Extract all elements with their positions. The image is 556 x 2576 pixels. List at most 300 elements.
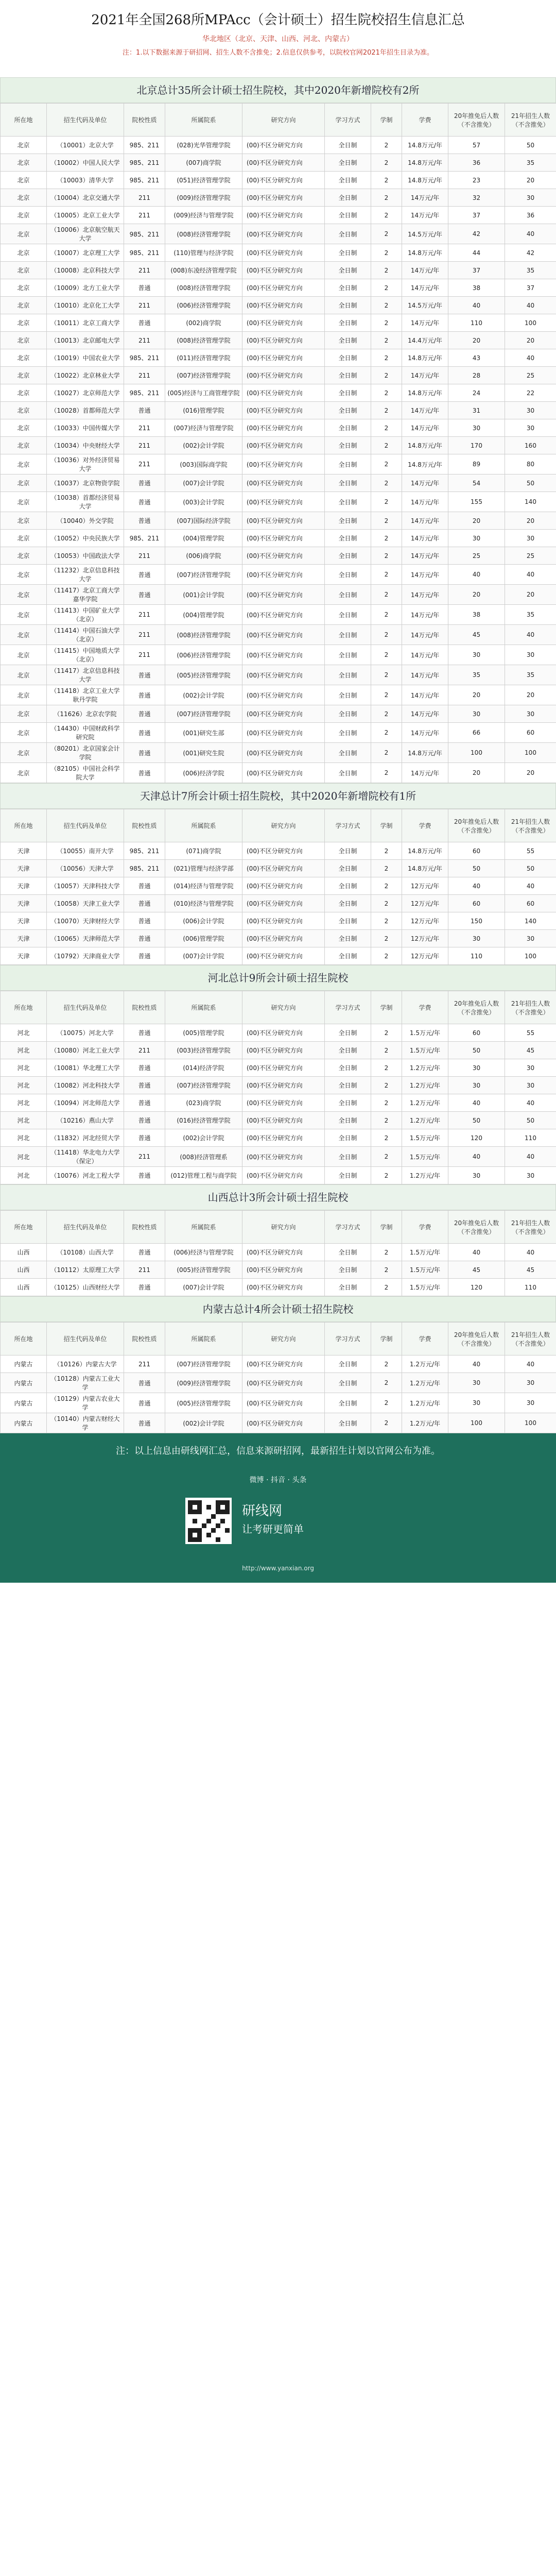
table-row	[1, 437, 556, 454]
section-header: 内蒙古总计4所会计硕士招生院校	[0, 1296, 556, 1322]
cell-type: 211	[124, 367, 165, 384]
cell-fee: 14万元/年	[402, 474, 448, 492]
cell-y20: 30	[448, 1077, 505, 1094]
cell-unit: （10002）中国人民大学	[47, 154, 124, 172]
cell-y21: 30	[505, 419, 556, 437]
cell-fee: 1.2万元/年	[402, 1112, 448, 1129]
cell-loc: 北京	[1, 367, 47, 384]
cell-y20: 37	[448, 207, 505, 224]
column-header: 所在地	[1, 991, 47, 1024]
cell-dir: (00)不区分研究方向	[242, 262, 325, 279]
cell-dept: (006)管理学院	[165, 930, 242, 947]
column-header: 学费	[402, 1211, 448, 1244]
cell-mode: 全日制	[325, 262, 371, 279]
cell-fee: 14万元/年	[402, 512, 448, 530]
cell-loc: 天津	[1, 930, 47, 947]
cell-type: 211	[124, 1261, 165, 1279]
cell-loc: 河北	[1, 1077, 47, 1094]
cell-unit: （11413）中国矿业大学（北京）	[47, 605, 124, 625]
cell-dept: (006)经济管理学院	[165, 297, 242, 314]
cell-fee: 12万元/年	[402, 912, 448, 930]
cell-type: 普通	[124, 930, 165, 947]
cell-loc: 北京	[1, 349, 47, 367]
qr-cell	[197, 1500, 202, 1505]
cell-y20: 155	[448, 492, 505, 512]
cell-loc: 北京	[1, 547, 47, 565]
column-header: 所属院系	[165, 1211, 242, 1244]
cell-type: 普通	[124, 685, 165, 705]
cell-unit: （10053）中国政法大学	[47, 547, 124, 565]
cell-y20: 44	[448, 244, 505, 262]
cell-loc: 河北	[1, 1147, 47, 1167]
cell-type: 普通	[124, 1112, 165, 1129]
cell-years: 2	[371, 1413, 402, 1433]
cell-dir: (00)不区分研究方向	[242, 723, 325, 743]
cell-y21: 30	[505, 1077, 556, 1094]
cell-unit: （10057）天津科技大学	[47, 877, 124, 895]
table-row	[1, 665, 556, 685]
cell-type: 普通	[124, 279, 165, 297]
page-subtitle: 华北地区（北京、天津、山西、河北、内蒙古）	[202, 35, 354, 43]
cell-dir: (00)不区分研究方向	[242, 1147, 325, 1167]
cell-unit: （10027）北京师范大学	[47, 384, 124, 402]
cell-y20: 40	[448, 1094, 505, 1112]
cell-fee: 14万元/年	[402, 189, 448, 207]
cell-fee: 14.4万元/年	[402, 332, 448, 349]
cell-loc: 北京	[1, 244, 47, 262]
table-row	[1, 645, 556, 665]
cell-loc: 北京	[1, 154, 47, 172]
cell-fee: 14.8万元/年	[402, 842, 448, 860]
cell-dept: (007)经济管理学院	[165, 565, 242, 585]
cell-dir: (00)不区分研究方向	[242, 349, 325, 367]
cell-dept: (016)经济管理学院	[165, 1112, 242, 1129]
cell-unit: （10004）北京交通大学	[47, 189, 124, 207]
cell-y21: 45	[505, 1042, 556, 1059]
qr-cell	[188, 1505, 193, 1510]
cell-type: 普通	[124, 877, 165, 895]
cell-mode: 全日制	[325, 1147, 371, 1167]
cell-dir: (00)不区分研究方向	[242, 1355, 325, 1373]
column-header: 学费	[402, 1323, 448, 1355]
column-header: 学费	[402, 104, 448, 137]
qr-cell	[197, 1537, 202, 1542]
table-row	[1, 860, 556, 877]
cell-mode: 全日制	[325, 1355, 371, 1373]
cell-dept: (021)管理与经济学部	[165, 860, 242, 877]
cell-y20: 30	[448, 419, 505, 437]
cell-dir: (00)不区分研究方向	[242, 645, 325, 665]
cell-loc: 北京	[1, 492, 47, 512]
cell-y20: 30	[448, 1393, 505, 1413]
qr-cell	[197, 1528, 202, 1533]
cell-type: 211	[124, 547, 165, 565]
schools-table	[0, 103, 556, 783]
cell-unit: （14430）中国财政科学研究院	[47, 723, 124, 743]
table-row	[1, 1167, 556, 1184]
cell-loc: 北京	[1, 743, 47, 763]
cell-type: 211	[124, 189, 165, 207]
cell-dir: (00)不区分研究方向	[242, 512, 325, 530]
column-header: 学制	[371, 104, 402, 137]
cell-unit: （82105）中国社会科学院大学	[47, 763, 124, 783]
qr-cell	[206, 1505, 211, 1510]
cell-dept: (014)经济学院	[165, 1059, 242, 1077]
cell-fee: 1.5万元/年	[402, 1147, 448, 1167]
cell-y20: 30	[448, 1167, 505, 1184]
cell-years: 2	[371, 1244, 402, 1261]
qr-cell	[188, 1528, 193, 1533]
cell-dir: (00)不区分研究方向	[242, 860, 325, 877]
column-header: 招生代码及单位	[47, 991, 124, 1024]
cell-loc: 北京	[1, 189, 47, 207]
cell-dir: (00)不区分研究方向	[242, 763, 325, 783]
cell-dept: (051)经济管理学院	[165, 172, 242, 189]
qr-cell	[225, 1505, 230, 1510]
cell-dir: (00)不区分研究方向	[242, 665, 325, 685]
cell-dept: (005)经济与工商管理学院	[165, 384, 242, 402]
cell-dir: (00)不区分研究方向	[242, 419, 325, 437]
table-row	[1, 705, 556, 723]
cell-y21: 35	[505, 262, 556, 279]
cell-dept: (006)经济学院	[165, 763, 242, 783]
cell-unit: （11417）北京工商大学嘉华学院	[47, 585, 124, 605]
cell-type: 985、211	[124, 244, 165, 262]
cell-dept: (008)经济管理学院	[165, 332, 242, 349]
qr-cell	[225, 1510, 230, 1514]
cell-fee: 14万元/年	[402, 685, 448, 705]
cell-mode: 全日制	[325, 723, 371, 743]
cell-mode: 全日制	[325, 585, 371, 605]
brand-slogan: 让考研更简单	[242, 1523, 304, 1535]
cell-dir: (00)不区分研究方向	[242, 1279, 325, 1296]
cell-y20: 60	[448, 1024, 505, 1042]
cell-years: 2	[371, 1373, 402, 1393]
cell-years: 2	[371, 743, 402, 763]
cell-years: 2	[371, 1059, 402, 1077]
cell-dept: (008)经济管理系	[165, 1147, 242, 1167]
cell-loc: 天津	[1, 895, 47, 912]
table-row	[1, 297, 556, 314]
cell-type: 211	[124, 454, 165, 474]
cell-mode: 全日制	[325, 1261, 371, 1279]
cell-dir: (00)不区分研究方向	[242, 474, 325, 492]
cell-fee: 14.5万元/年	[402, 297, 448, 314]
table-row	[1, 895, 556, 912]
brand-url[interactable]: http://www.yanxian.org	[242, 1565, 314, 1572]
cell-mode: 全日制	[325, 349, 371, 367]
cell-loc: 北京	[1, 224, 47, 244]
table-row	[1, 930, 556, 947]
qr-code-icon	[185, 1498, 232, 1544]
cell-mode: 全日制	[325, 419, 371, 437]
table-row	[1, 1077, 556, 1094]
cell-years: 2	[371, 763, 402, 783]
table-row	[1, 565, 556, 585]
cell-years: 2	[371, 1355, 402, 1373]
cell-mode: 全日制	[325, 705, 371, 723]
table-row	[1, 1413, 556, 1433]
cell-years: 2	[371, 137, 402, 154]
cell-loc: 北京	[1, 314, 47, 332]
cell-y20: 40	[448, 297, 505, 314]
brand-name: 研线网	[242, 1503, 283, 1519]
cell-dir: (00)不区分研究方向	[242, 437, 325, 454]
qr-cell	[188, 1533, 193, 1537]
cell-mode: 全日制	[325, 1077, 371, 1094]
section-header: 天津总计7所会计硕士招生院校，其中2020年新增院校有1所	[0, 783, 556, 809]
table-row	[1, 530, 556, 547]
cell-loc: 天津	[1, 860, 47, 877]
cell-type: 211	[124, 605, 165, 625]
column-header: 学习方式	[325, 809, 371, 842]
cell-mode: 全日制	[325, 384, 371, 402]
cell-y20: 50	[448, 1112, 505, 1129]
cell-y21: 40	[505, 1244, 556, 1261]
cell-y20: 100	[448, 1413, 505, 1433]
cell-type: 普通	[124, 705, 165, 723]
cell-dir: (00)不区分研究方向	[242, 947, 325, 965]
cell-unit: （10034）中央财经大学	[47, 437, 124, 454]
cell-mode: 全日制	[325, 1129, 371, 1147]
cell-unit: （10075）河北大学	[47, 1024, 124, 1042]
cell-type: 普通	[124, 665, 165, 685]
cell-mode: 全日制	[325, 1279, 371, 1296]
table-row	[1, 512, 556, 530]
cell-years: 2	[371, 1042, 402, 1059]
cell-y20: 110	[448, 947, 505, 965]
cell-loc: 天津	[1, 947, 47, 965]
qr-cell	[188, 1537, 193, 1542]
cell-fee: 14.8万元/年	[402, 137, 448, 154]
cell-fee: 1.2万元/年	[402, 1094, 448, 1112]
section-header: 河北总计9所会计硕士招生院校	[0, 965, 556, 991]
cell-unit: （10009）北方工业大学	[47, 279, 124, 297]
cell-y21: 20	[505, 685, 556, 705]
qr-cell	[193, 1537, 197, 1542]
cell-fee: 14万元/年	[402, 367, 448, 384]
cell-type: 985、211	[124, 530, 165, 547]
cell-dir: (00)不区分研究方向	[242, 1042, 325, 1059]
qr-cell	[188, 1510, 193, 1514]
cell-fee: 14万元/年	[402, 279, 448, 297]
table-row	[1, 244, 556, 262]
cell-dir: (00)不区分研究方向	[242, 585, 325, 605]
cell-y21: 30	[505, 645, 556, 665]
cell-y21: 25	[505, 367, 556, 384]
cell-dir: (00)不区分研究方向	[242, 207, 325, 224]
cell-y20: 40	[448, 1355, 505, 1373]
cell-mode: 全日制	[325, 1393, 371, 1413]
column-header: 学制	[371, 1323, 402, 1355]
cell-unit: （10112）太原理工大学	[47, 1261, 124, 1279]
cell-years: 2	[371, 605, 402, 625]
cell-dir: (00)不区分研究方向	[242, 384, 325, 402]
cell-type: 普通	[124, 1167, 165, 1184]
cell-dir: (00)不区分研究方向	[242, 279, 325, 297]
table-header-row	[1, 104, 556, 137]
table-row	[1, 877, 556, 895]
cell-loc: 河北	[1, 1042, 47, 1059]
cell-y21: 40	[505, 1094, 556, 1112]
table-row	[1, 189, 556, 207]
cell-y20: 60	[448, 842, 505, 860]
cell-y20: 25	[448, 547, 505, 565]
cell-years: 2	[371, 877, 402, 895]
cell-y20: 50	[448, 1042, 505, 1059]
cell-loc: 北京	[1, 512, 47, 530]
cell-dept: (003)国际商学院	[165, 454, 242, 474]
cell-dir: (00)不区分研究方向	[242, 930, 325, 947]
page-title: 2021年全国268所MPAcc（会计硕士）招生院校招生信息汇总	[91, 12, 465, 28]
cell-y21: 30	[505, 1393, 556, 1413]
qr-cell	[220, 1510, 225, 1514]
cell-unit: （10081）华北理工大学	[47, 1059, 124, 1077]
cell-loc: 河北	[1, 1167, 47, 1184]
cell-mode: 全日制	[325, 1373, 371, 1393]
qr-cell	[197, 1505, 202, 1510]
cell-fee: 14.8万元/年	[402, 172, 448, 189]
cell-loc: 山西	[1, 1279, 47, 1296]
cell-unit: （10094）河北师范大学	[47, 1094, 124, 1112]
social-links[interactable]: 微博 · 抖音 · 头条	[249, 1476, 307, 1484]
cell-y20: 20	[448, 763, 505, 783]
cell-type: 普通	[124, 474, 165, 492]
table-row	[1, 605, 556, 625]
cell-mode: 全日制	[325, 332, 371, 349]
cell-dir: (00)不区分研究方向	[242, 912, 325, 930]
cell-unit: （10056）天津大学	[47, 860, 124, 877]
cell-mode: 全日制	[325, 763, 371, 783]
qr-cell	[216, 1505, 220, 1510]
cell-loc: 北京	[1, 437, 47, 454]
column-header: 学费	[402, 991, 448, 1024]
column-header: 院校性质	[124, 809, 165, 842]
cell-y21: 35	[505, 665, 556, 685]
cell-fee: 14万元/年	[402, 565, 448, 585]
cell-type: 普通	[124, 314, 165, 332]
cell-mode: 全日制	[325, 625, 371, 645]
cell-y20: 43	[448, 349, 505, 367]
cell-y21: 40	[505, 224, 556, 244]
cell-dept: (004)管理学院	[165, 605, 242, 625]
cell-unit: （10019）中国农业大学	[47, 349, 124, 367]
cell-loc: 天津	[1, 912, 47, 930]
column-header: 院校性质	[124, 1211, 165, 1244]
cell-mode: 全日制	[325, 842, 371, 860]
cell-y21: 100	[505, 947, 556, 965]
cell-mode: 全日制	[325, 1042, 371, 1059]
cell-dir: (00)不区分研究方向	[242, 1077, 325, 1094]
cell-y21: 40	[505, 1355, 556, 1373]
qr-cell	[225, 1500, 230, 1505]
table-row	[1, 402, 556, 419]
cell-years: 2	[371, 332, 402, 349]
cell-mode: 全日制	[325, 454, 371, 474]
cell-dept: (007)经济管理学院	[165, 1077, 242, 1094]
column-header: 21年招生人数（不含推免）	[505, 1323, 556, 1355]
cell-loc: 山西	[1, 1261, 47, 1279]
cell-dir: (00)不区分研究方向	[242, 1244, 325, 1261]
cell-type: 普通	[124, 585, 165, 605]
cell-dir: (00)不区分研究方向	[242, 1129, 325, 1147]
column-header: 学习方式	[325, 1211, 371, 1244]
cell-dept: (008)经济管理学院	[165, 224, 242, 244]
cell-fee: 14万元/年	[402, 665, 448, 685]
cell-fee: 14万元/年	[402, 419, 448, 437]
page-note: 注：1.以下数据来源于研招网、招生人数不含推免；2.信息仅供参考，以院校官网2021年招生目录为准。	[123, 49, 433, 57]
cell-unit: （10013）北京邮电大学	[47, 332, 124, 349]
cell-y21: 20	[505, 585, 556, 605]
cell-y20: 50	[448, 860, 505, 877]
qr-cell	[202, 1523, 206, 1528]
cell-y20: 40	[448, 1147, 505, 1167]
column-header: 学制	[371, 809, 402, 842]
table-row	[1, 585, 556, 605]
column-header: 所属院系	[165, 104, 242, 137]
cell-y20: 45	[448, 625, 505, 645]
cell-type: 985、211	[124, 137, 165, 154]
cell-dept: (006)会计学院	[165, 912, 242, 930]
cell-dept: (002)商学院	[165, 314, 242, 332]
cell-loc: 北京	[1, 474, 47, 492]
table-row	[1, 1373, 556, 1393]
column-header: 学习方式	[325, 104, 371, 137]
qr-cell	[188, 1500, 193, 1505]
column-header: 21年招生人数（不含推免）	[505, 104, 556, 137]
cell-unit: （10055）南开大学	[47, 842, 124, 860]
cell-fee: 1.2万元/年	[402, 1413, 448, 1433]
cell-loc: 河北	[1, 1094, 47, 1112]
cell-type: 985、211	[124, 224, 165, 244]
cell-unit: （10010）北京化工大学	[47, 297, 124, 314]
cell-years: 2	[371, 842, 402, 860]
table-row	[1, 1042, 556, 1059]
cell-years: 2	[371, 625, 402, 645]
column-header: 招生代码及单位	[47, 1323, 124, 1355]
cell-years: 2	[371, 244, 402, 262]
cell-mode: 全日制	[325, 154, 371, 172]
cell-fee: 14万元/年	[402, 492, 448, 512]
cell-fee: 14.8万元/年	[402, 437, 448, 454]
cell-mode: 全日制	[325, 565, 371, 585]
cell-y21: 30	[505, 1167, 556, 1184]
cell-fee: 14.8万元/年	[402, 244, 448, 262]
qr-cell	[193, 1519, 197, 1523]
cell-dir: (00)不区分研究方向	[242, 1413, 325, 1433]
cell-type: 211	[124, 262, 165, 279]
table-row	[1, 314, 556, 332]
cell-y20: 23	[448, 172, 505, 189]
cell-years: 2	[371, 1261, 402, 1279]
cell-y21: 40	[505, 625, 556, 645]
cell-years: 2	[371, 1094, 402, 1112]
cell-unit: （11417）北京信息科技大学	[47, 665, 124, 685]
cell-y20: 120	[448, 1129, 505, 1147]
column-header: 20年推免后人数（不含推免）	[448, 1211, 505, 1244]
table-row	[1, 332, 556, 349]
cell-y21: 30	[505, 530, 556, 547]
cell-mode: 全日制	[325, 137, 371, 154]
cell-y21: 50	[505, 474, 556, 492]
cell-dept: (002)会计学院	[165, 1129, 242, 1147]
cell-unit: （11415）中国地质大学（北京）	[47, 645, 124, 665]
cell-mode: 全日制	[325, 474, 371, 492]
cell-dir: (00)不区分研究方向	[242, 314, 325, 332]
cell-dept: (008)东凌经济管理学院	[165, 262, 242, 279]
cell-dir: (00)不区分研究方向	[242, 743, 325, 763]
cell-years: 2	[371, 454, 402, 474]
